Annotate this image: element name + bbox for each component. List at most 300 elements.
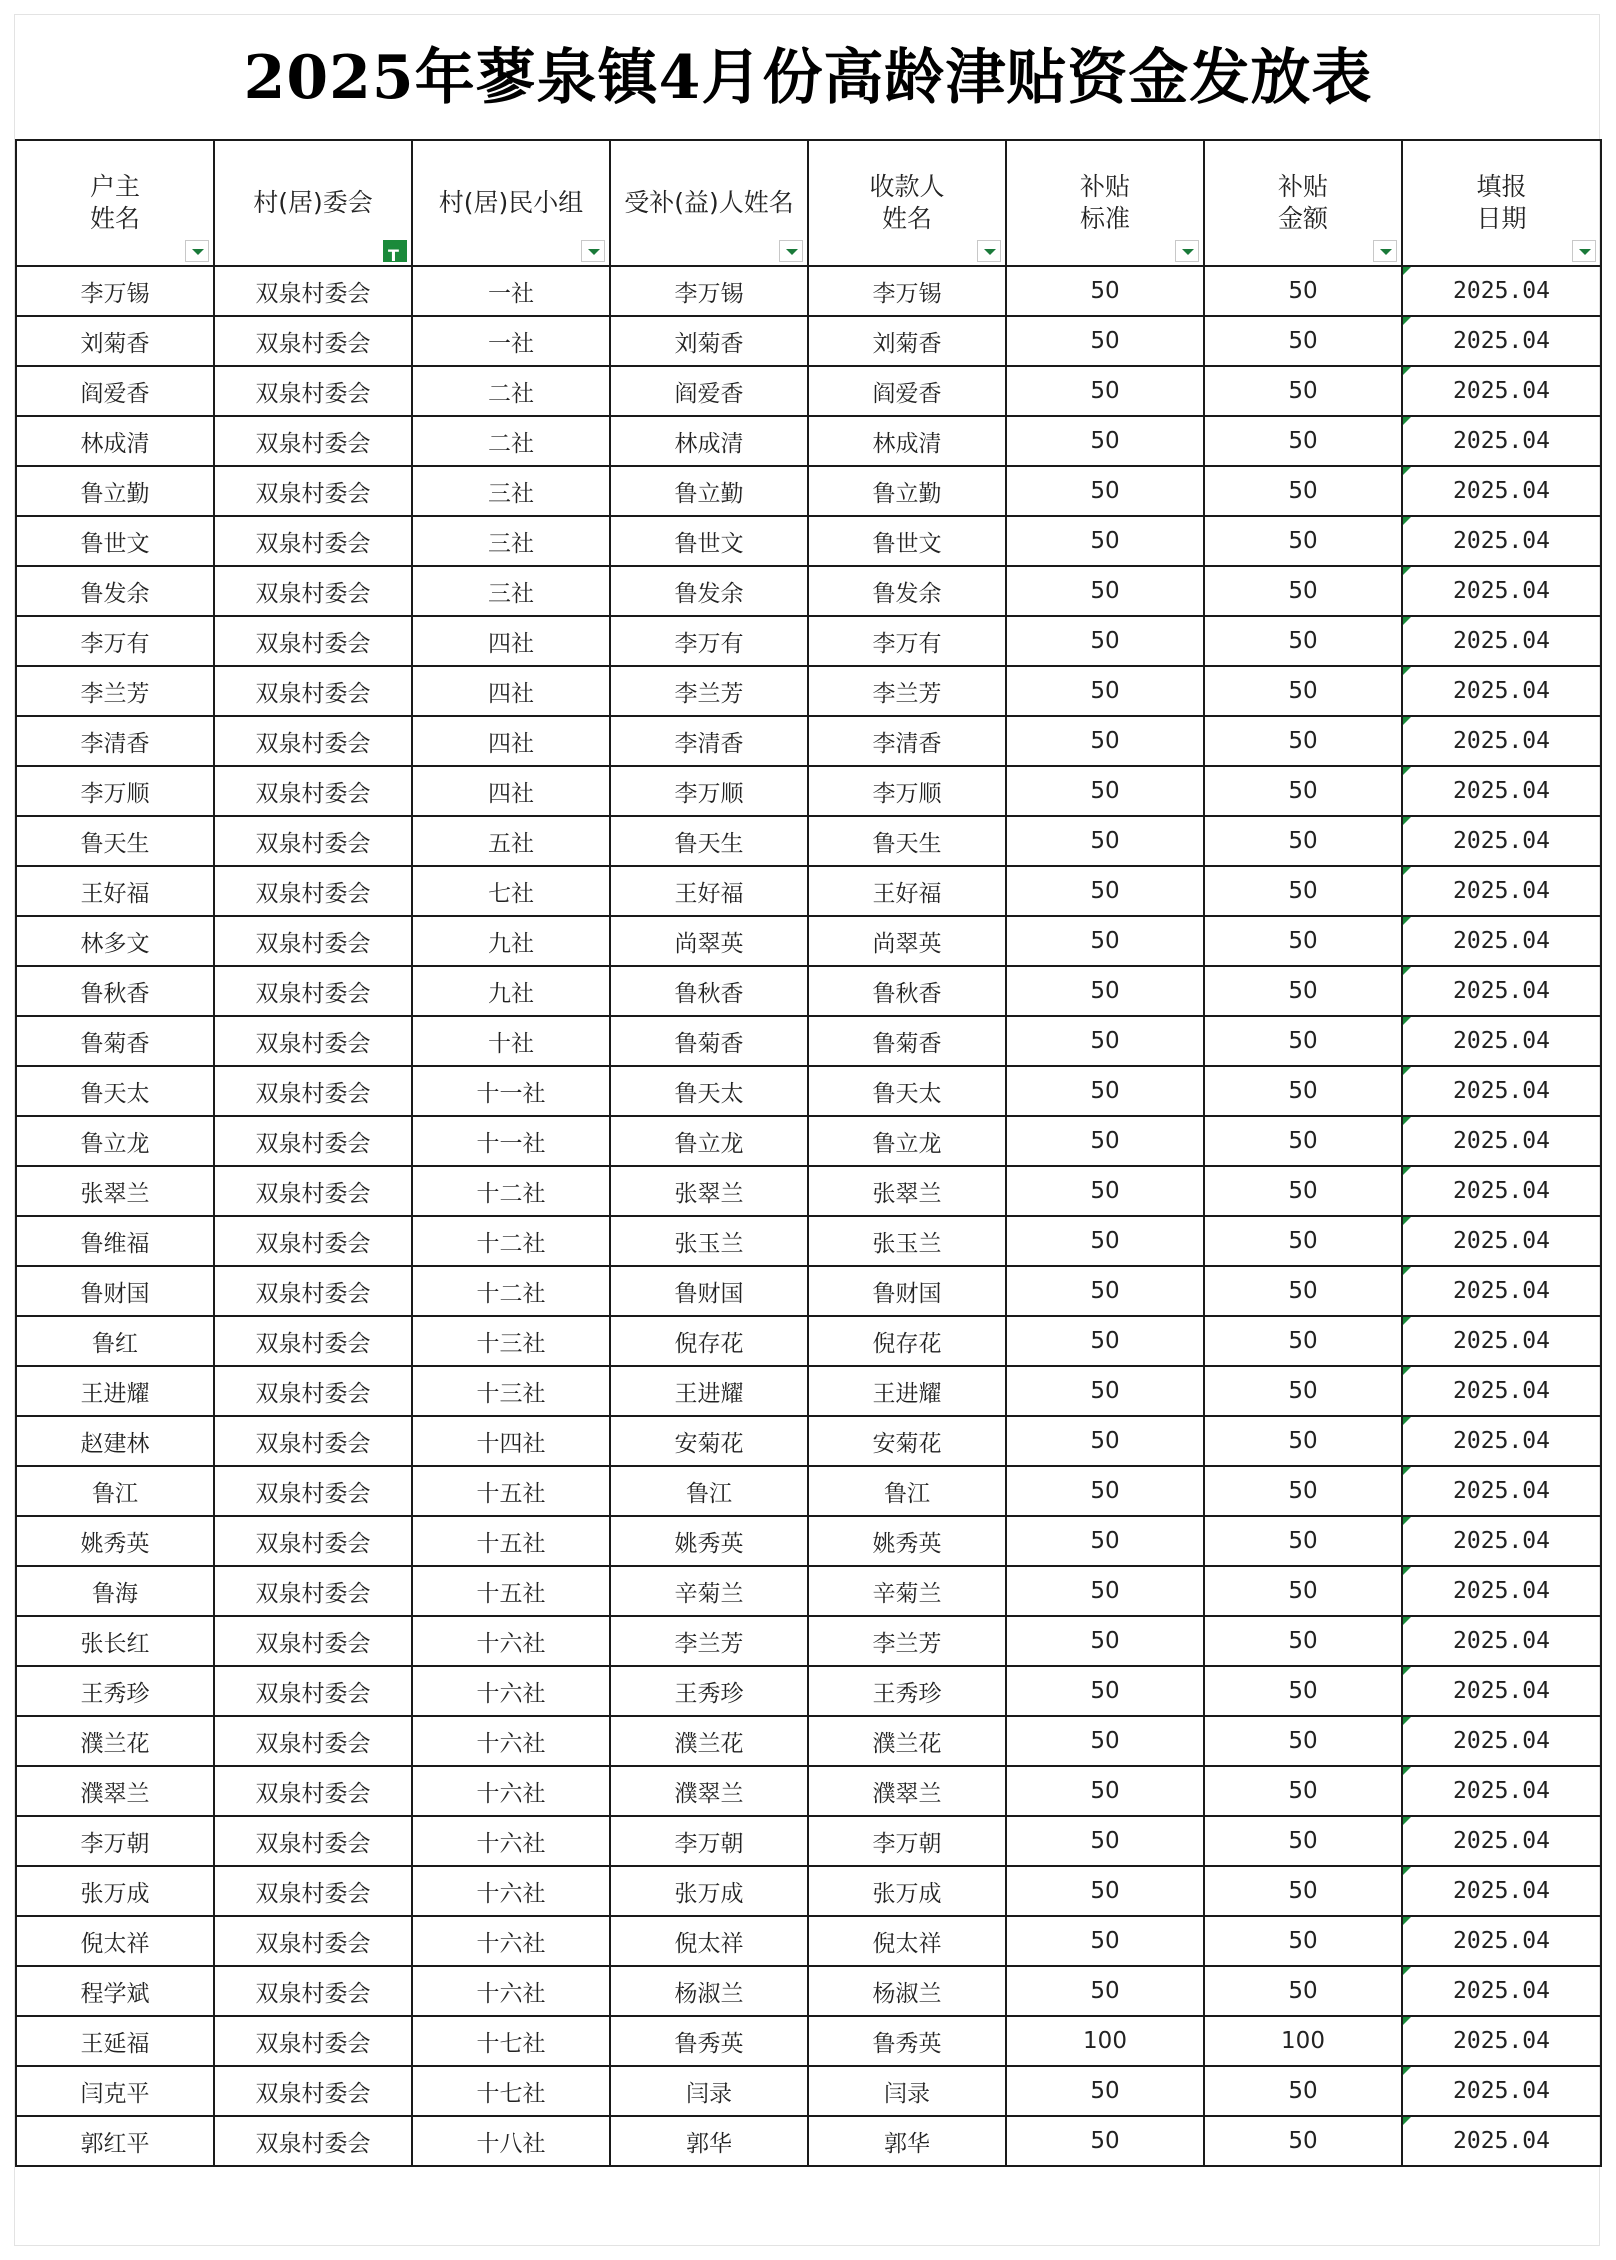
cell-subsidy-amount[interactable]: 50 xyxy=(1204,866,1402,916)
cell-subsidy-standard[interactable]: 50 xyxy=(1006,1816,1204,1866)
cell-village-group[interactable]: 二社 xyxy=(412,366,610,416)
cell-household-head[interactable]: 倪太祥 xyxy=(16,1916,214,1966)
cell-beneficiary-name[interactable]: 安菊花 xyxy=(610,1416,808,1466)
cell-beneficiary-name[interactable]: 鲁立龙 xyxy=(610,1116,808,1166)
cell-village-committee[interactable]: 双泉村委会 xyxy=(214,1166,412,1216)
cell-report-date[interactable]: 2025.04 xyxy=(1402,1366,1601,1416)
cell-beneficiary-name[interactable]: 鲁江 xyxy=(610,1466,808,1516)
cell-village-group[interactable]: 五社 xyxy=(412,816,610,866)
cell-subsidy-standard[interactable]: 50 xyxy=(1006,1566,1204,1616)
cell-subsidy-standard[interactable]: 50 xyxy=(1006,1966,1204,2016)
cell-village-committee[interactable]: 双泉村委会 xyxy=(214,1066,412,1116)
cell-subsidy-amount[interactable]: 50 xyxy=(1204,366,1402,416)
cell-subsidy-amount[interactable]: 50 xyxy=(1204,2066,1402,2116)
cell-village-committee[interactable]: 双泉村委会 xyxy=(214,1866,412,1916)
cell-subsidy-amount[interactable]: 50 xyxy=(1204,1816,1402,1866)
cell-household-head[interactable]: 鲁菊香 xyxy=(16,1016,214,1066)
header-village-committee[interactable] xyxy=(214,140,412,266)
cell-beneficiary-name[interactable]: 倪太祥 xyxy=(610,1916,808,1966)
cell-payee-name[interactable]: 刘菊香 xyxy=(808,316,1006,366)
header-village-group[interactable] xyxy=(412,140,610,266)
cell-report-date[interactable]: 2025.04 xyxy=(1402,716,1601,766)
cell-subsidy-standard[interactable]: 50 xyxy=(1006,1266,1204,1316)
cell-beneficiary-name[interactable]: 王好福 xyxy=(610,866,808,916)
cell-subsidy-amount[interactable]: 50 xyxy=(1204,1516,1402,1566)
cell-payee-name[interactable]: 李万朝 xyxy=(808,1816,1006,1866)
cell-payee-name[interactable]: 辛菊兰 xyxy=(808,1566,1006,1616)
cell-subsidy-amount[interactable]: 50 xyxy=(1204,1616,1402,1666)
cell-report-date[interactable]: 2025.04 xyxy=(1402,966,1601,1016)
cell-beneficiary-name[interactable]: 张玉兰 xyxy=(610,1216,808,1266)
cell-subsidy-standard[interactable]: 50 xyxy=(1006,1066,1204,1116)
cell-household-head[interactable]: 鲁维福 xyxy=(16,1216,214,1266)
cell-village-committee[interactable]: 双泉村委会 xyxy=(214,466,412,516)
cell-subsidy-standard[interactable]: 50 xyxy=(1006,716,1204,766)
filter-dropdown-icon[interactable] xyxy=(1572,240,1596,262)
cell-village-group[interactable]: 十六社 xyxy=(412,1716,610,1766)
cell-village-committee[interactable]: 双泉村委会 xyxy=(214,266,412,316)
cell-beneficiary-name[interactable]: 李兰芳 xyxy=(610,1616,808,1666)
cell-payee-name[interactable]: 王进耀 xyxy=(808,1366,1006,1416)
cell-subsidy-standard[interactable]: 50 xyxy=(1006,1766,1204,1816)
cell-village-group[interactable]: 十七社 xyxy=(412,2066,610,2116)
cell-subsidy-standard[interactable]: 50 xyxy=(1006,1166,1204,1216)
cell-beneficiary-name[interactable]: 刘菊香 xyxy=(610,316,808,366)
cell-household-head[interactable]: 程学斌 xyxy=(16,1966,214,2016)
cell-subsidy-standard[interactable]: 50 xyxy=(1006,1666,1204,1716)
cell-report-date[interactable]: 2025.04 xyxy=(1402,1266,1601,1316)
cell-report-date[interactable]: 2025.04 xyxy=(1402,866,1601,916)
cell-subsidy-amount[interactable]: 50 xyxy=(1204,1166,1402,1216)
cell-subsidy-standard[interactable]: 100 xyxy=(1006,2016,1204,2066)
cell-payee-name[interactable]: 尚翠英 xyxy=(808,916,1006,966)
cell-village-committee[interactable]: 双泉村委会 xyxy=(214,1116,412,1166)
header-subsidy-standard[interactable] xyxy=(1006,140,1204,266)
cell-household-head[interactable]: 王进耀 xyxy=(16,1366,214,1416)
cell-household-head[interactable]: 闫克平 xyxy=(16,2066,214,2116)
cell-subsidy-amount[interactable]: 50 xyxy=(1204,1416,1402,1466)
cell-beneficiary-name[interactable]: 辛菊兰 xyxy=(610,1566,808,1616)
cell-payee-name[interactable]: 李兰芳 xyxy=(808,1616,1006,1666)
cell-payee-name[interactable]: 鲁立勤 xyxy=(808,466,1006,516)
cell-village-committee[interactable]: 双泉村委会 xyxy=(214,2116,412,2166)
cell-subsidy-standard[interactable]: 50 xyxy=(1006,2066,1204,2116)
cell-subsidy-standard[interactable]: 50 xyxy=(1006,866,1204,916)
cell-village-group[interactable]: 十六社 xyxy=(412,1916,610,1966)
cell-report-date[interactable]: 2025.04 xyxy=(1402,1966,1601,2016)
cell-beneficiary-name[interactable]: 王进耀 xyxy=(610,1366,808,1416)
cell-beneficiary-name[interactable]: 李清香 xyxy=(610,716,808,766)
cell-subsidy-standard[interactable]: 50 xyxy=(1006,666,1204,716)
cell-beneficiary-name[interactable]: 鲁财国 xyxy=(610,1266,808,1316)
cell-subsidy-amount[interactable]: 50 xyxy=(1204,1316,1402,1366)
cell-report-date[interactable]: 2025.04 xyxy=(1402,1616,1601,1666)
cell-subsidy-standard[interactable]: 50 xyxy=(1006,466,1204,516)
cell-village-committee[interactable]: 双泉村委会 xyxy=(214,766,412,816)
cell-village-committee[interactable]: 双泉村委会 xyxy=(214,316,412,366)
cell-subsidy-standard[interactable]: 50 xyxy=(1006,1616,1204,1666)
cell-payee-name[interactable]: 倪存花 xyxy=(808,1316,1006,1366)
cell-village-group[interactable]: 十二社 xyxy=(412,1266,610,1316)
cell-subsidy-standard[interactable]: 50 xyxy=(1006,966,1204,1016)
cell-report-date[interactable]: 2025.04 xyxy=(1402,1566,1601,1616)
cell-payee-name[interactable]: 李兰芳 xyxy=(808,666,1006,716)
cell-report-date[interactable]: 2025.04 xyxy=(1402,1516,1601,1566)
cell-household-head[interactable]: 鲁立勤 xyxy=(16,466,214,516)
cell-household-head[interactable]: 鲁海 xyxy=(16,1566,214,1616)
cell-household-head[interactable]: 李万锡 xyxy=(16,266,214,316)
cell-report-date[interactable]: 2025.04 xyxy=(1402,616,1601,666)
cell-village-committee[interactable]: 双泉村委会 xyxy=(214,1766,412,1816)
cell-subsidy-standard[interactable]: 50 xyxy=(1006,1916,1204,1966)
cell-beneficiary-name[interactable]: 李兰芳 xyxy=(610,666,808,716)
cell-village-group[interactable]: 十六社 xyxy=(412,1966,610,2016)
cell-report-date[interactable]: 2025.04 xyxy=(1402,1016,1601,1066)
cell-subsidy-standard[interactable]: 50 xyxy=(1006,1316,1204,1366)
cell-household-head[interactable]: 张长红 xyxy=(16,1616,214,1666)
cell-household-head[interactable]: 张翠兰 xyxy=(16,1166,214,1216)
cell-beneficiary-name[interactable]: 尚翠英 xyxy=(610,916,808,966)
cell-payee-name[interactable]: 李万顺 xyxy=(808,766,1006,816)
cell-village-group[interactable]: 四社 xyxy=(412,766,610,816)
cell-village-committee[interactable]: 双泉村委会 xyxy=(214,1966,412,2016)
cell-payee-name[interactable]: 张万成 xyxy=(808,1866,1006,1916)
cell-household-head[interactable]: 王秀珍 xyxy=(16,1666,214,1716)
cell-payee-name[interactable]: 杨淑兰 xyxy=(808,1966,1006,2016)
cell-village-group[interactable]: 九社 xyxy=(412,966,610,1016)
cell-subsidy-standard[interactable]: 50 xyxy=(1006,766,1204,816)
cell-household-head[interactable]: 濮翠兰 xyxy=(16,1766,214,1816)
cell-payee-name[interactable]: 鲁世文 xyxy=(808,516,1006,566)
cell-subsidy-amount[interactable]: 50 xyxy=(1204,1766,1402,1816)
cell-subsidy-standard[interactable]: 50 xyxy=(1006,1866,1204,1916)
cell-beneficiary-name[interactable]: 王秀珍 xyxy=(610,1666,808,1716)
cell-payee-name[interactable]: 鲁秋香 xyxy=(808,966,1006,1016)
cell-village-committee[interactable]: 双泉村委会 xyxy=(214,1916,412,1966)
cell-beneficiary-name[interactable]: 鲁菊香 xyxy=(610,1016,808,1066)
cell-village-group[interactable]: 十五社 xyxy=(412,1516,610,1566)
cell-beneficiary-name[interactable]: 鲁秋香 xyxy=(610,966,808,1016)
cell-beneficiary-name[interactable]: 林成清 xyxy=(610,416,808,466)
cell-beneficiary-name[interactable]: 鲁天太 xyxy=(610,1066,808,1116)
cell-subsidy-amount[interactable]: 50 xyxy=(1204,466,1402,516)
cell-village-committee[interactable]: 双泉村委会 xyxy=(214,2066,412,2116)
cell-report-date[interactable]: 2025.04 xyxy=(1402,2016,1601,2066)
cell-village-group[interactable]: 三社 xyxy=(412,466,610,516)
cell-subsidy-amount[interactable]: 50 xyxy=(1204,966,1402,1016)
cell-household-head[interactable]: 鲁立龙 xyxy=(16,1116,214,1166)
cell-village-committee[interactable]: 双泉村委会 xyxy=(214,1666,412,1716)
cell-report-date[interactable]: 2025.04 xyxy=(1402,1116,1601,1166)
cell-payee-name[interactable]: 鲁天太 xyxy=(808,1066,1006,1116)
cell-beneficiary-name[interactable]: 李万顺 xyxy=(610,766,808,816)
cell-beneficiary-name[interactable]: 阎爱香 xyxy=(610,366,808,416)
cell-household-head[interactable]: 王延福 xyxy=(16,2016,214,2066)
cell-village-committee[interactable]: 双泉村委会 xyxy=(214,1416,412,1466)
cell-subsidy-amount[interactable]: 50 xyxy=(1204,1366,1402,1416)
cell-household-head[interactable]: 李清香 xyxy=(16,716,214,766)
cell-beneficiary-name[interactable]: 郭华 xyxy=(610,2116,808,2166)
cell-village-committee[interactable]: 双泉村委会 xyxy=(214,1216,412,1266)
cell-village-group[interactable]: 四社 xyxy=(412,666,610,716)
cell-report-date[interactable]: 2025.04 xyxy=(1402,1166,1601,1216)
cell-beneficiary-name[interactable]: 鲁天生 xyxy=(610,816,808,866)
cell-household-head[interactable]: 赵建林 xyxy=(16,1416,214,1466)
filter-dropdown-icon[interactable] xyxy=(185,240,209,262)
cell-subsidy-standard[interactable]: 50 xyxy=(1006,916,1204,966)
cell-subsidy-standard[interactable]: 50 xyxy=(1006,616,1204,666)
cell-village-group[interactable]: 三社 xyxy=(412,566,610,616)
cell-village-committee[interactable]: 双泉村委会 xyxy=(214,416,412,466)
cell-village-committee[interactable]: 双泉村委会 xyxy=(214,1316,412,1366)
cell-subsidy-amount[interactable]: 50 xyxy=(1204,316,1402,366)
filter-dropdown-icon[interactable] xyxy=(779,240,803,262)
cell-beneficiary-name[interactable]: 鲁立勤 xyxy=(610,466,808,516)
cell-village-group[interactable]: 十四社 xyxy=(412,1416,610,1466)
cell-household-head[interactable]: 鲁天生 xyxy=(16,816,214,866)
cell-subsidy-amount[interactable]: 50 xyxy=(1204,416,1402,466)
cell-report-date[interactable]: 2025.04 xyxy=(1402,316,1601,366)
cell-report-date[interactable]: 2025.04 xyxy=(1402,516,1601,566)
cell-subsidy-amount[interactable]: 50 xyxy=(1204,916,1402,966)
cell-beneficiary-name[interactable]: 杨淑兰 xyxy=(610,1966,808,2016)
cell-subsidy-amount[interactable]: 50 xyxy=(1204,566,1402,616)
cell-village-group[interactable]: 十五社 xyxy=(412,1466,610,1516)
cell-report-date[interactable]: 2025.04 xyxy=(1402,816,1601,866)
cell-subsidy-amount[interactable]: 50 xyxy=(1204,1866,1402,1916)
cell-village-committee[interactable]: 双泉村委会 xyxy=(214,1016,412,1066)
cell-subsidy-standard[interactable]: 50 xyxy=(1006,1366,1204,1416)
cell-beneficiary-name[interactable]: 倪存花 xyxy=(610,1316,808,1366)
cell-village-group[interactable]: 二社 xyxy=(412,416,610,466)
cell-beneficiary-name[interactable]: 濮兰花 xyxy=(610,1716,808,1766)
cell-subsidy-amount[interactable]: 50 xyxy=(1204,616,1402,666)
cell-subsidy-standard[interactable]: 50 xyxy=(1006,1016,1204,1066)
cell-beneficiary-name[interactable]: 张万成 xyxy=(610,1866,808,1916)
cell-beneficiary-name[interactable]: 姚秀英 xyxy=(610,1516,808,1566)
cell-payee-name[interactable]: 张翠兰 xyxy=(808,1166,1006,1216)
cell-subsidy-standard[interactable]: 50 xyxy=(1006,1216,1204,1266)
cell-subsidy-amount[interactable]: 50 xyxy=(1204,1066,1402,1116)
cell-village-committee[interactable]: 双泉村委会 xyxy=(214,1566,412,1616)
cell-subsidy-amount[interactable]: 50 xyxy=(1204,1216,1402,1266)
header-beneficiary-name[interactable] xyxy=(610,140,808,266)
cell-subsidy-standard[interactable]: 50 xyxy=(1006,1516,1204,1566)
cell-household-head[interactable]: 李万有 xyxy=(16,616,214,666)
cell-subsidy-amount[interactable]: 50 xyxy=(1204,2116,1402,2166)
cell-payee-name[interactable]: 姚秀英 xyxy=(808,1516,1006,1566)
cell-subsidy-amount[interactable]: 100 xyxy=(1204,2016,1402,2066)
cell-beneficiary-name[interactable]: 鲁发余 xyxy=(610,566,808,616)
cell-report-date[interactable]: 2025.04 xyxy=(1402,1916,1601,1966)
cell-household-head[interactable]: 李兰芳 xyxy=(16,666,214,716)
cell-village-committee[interactable]: 双泉村委会 xyxy=(214,1816,412,1866)
cell-subsidy-standard[interactable]: 50 xyxy=(1006,266,1204,316)
cell-report-date[interactable]: 2025.04 xyxy=(1402,416,1601,466)
filter-dropdown-icon[interactable] xyxy=(977,240,1001,262)
cell-payee-name[interactable]: 王好福 xyxy=(808,866,1006,916)
cell-report-date[interactable]: 2025.04 xyxy=(1402,1866,1601,1916)
cell-village-committee[interactable]: 双泉村委会 xyxy=(214,566,412,616)
cell-household-head[interactable]: 王好福 xyxy=(16,866,214,916)
cell-report-date[interactable]: 2025.04 xyxy=(1402,1766,1601,1816)
cell-subsidy-standard[interactable]: 50 xyxy=(1006,366,1204,416)
cell-beneficiary-name[interactable]: 闫录 xyxy=(610,2066,808,2116)
cell-household-head[interactable]: 鲁世文 xyxy=(16,516,214,566)
cell-household-head[interactable]: 鲁发余 xyxy=(16,566,214,616)
cell-household-head[interactable]: 鲁财国 xyxy=(16,1266,214,1316)
cell-report-date[interactable]: 2025.04 xyxy=(1402,916,1601,966)
cell-report-date[interactable]: 2025.04 xyxy=(1402,2066,1601,2116)
cell-subsidy-standard[interactable]: 50 xyxy=(1006,566,1204,616)
cell-payee-name[interactable]: 鲁天生 xyxy=(808,816,1006,866)
cell-subsidy-amount[interactable]: 50 xyxy=(1204,1716,1402,1766)
cell-subsidy-standard[interactable]: 50 xyxy=(1006,516,1204,566)
cell-village-committee[interactable]: 双泉村委会 xyxy=(214,366,412,416)
filter-dropdown-icon[interactable] xyxy=(1175,240,1199,262)
cell-household-head[interactable]: 刘菊香 xyxy=(16,316,214,366)
cell-beneficiary-name[interactable]: 张翠兰 xyxy=(610,1166,808,1216)
cell-village-group[interactable]: 十一社 xyxy=(412,1066,610,1116)
cell-report-date[interactable]: 2025.04 xyxy=(1402,666,1601,716)
cell-household-head[interactable]: 濮兰花 xyxy=(16,1716,214,1766)
cell-household-head[interactable]: 鲁秋香 xyxy=(16,966,214,1016)
cell-subsidy-amount[interactable]: 50 xyxy=(1204,716,1402,766)
cell-subsidy-amount[interactable]: 50 xyxy=(1204,266,1402,316)
cell-payee-name[interactable]: 倪太祥 xyxy=(808,1916,1006,1966)
cell-payee-name[interactable]: 张玉兰 xyxy=(808,1216,1006,1266)
cell-report-date[interactable]: 2025.04 xyxy=(1402,466,1601,516)
cell-village-committee[interactable]: 双泉村委会 xyxy=(214,916,412,966)
cell-payee-name[interactable]: 阎爱香 xyxy=(808,366,1006,416)
cell-household-head[interactable]: 阎爱香 xyxy=(16,366,214,416)
cell-report-date[interactable]: 2025.04 xyxy=(1402,366,1601,416)
filter-active-icon[interactable] xyxy=(383,240,407,262)
filter-dropdown-icon[interactable] xyxy=(1373,240,1397,262)
cell-household-head[interactable]: 林成清 xyxy=(16,416,214,466)
cell-report-date[interactable]: 2025.04 xyxy=(1402,1466,1601,1516)
cell-payee-name[interactable]: 王秀珍 xyxy=(808,1666,1006,1716)
cell-village-group[interactable]: 十六社 xyxy=(412,1816,610,1866)
cell-beneficiary-name[interactable]: 鲁秀英 xyxy=(610,2016,808,2066)
cell-village-group[interactable]: 十三社 xyxy=(412,1366,610,1416)
cell-payee-name[interactable]: 李清香 xyxy=(808,716,1006,766)
cell-subsidy-amount[interactable]: 50 xyxy=(1204,1966,1402,2016)
filter-dropdown-icon[interactable] xyxy=(581,240,605,262)
cell-report-date[interactable]: 2025.04 xyxy=(1402,1716,1601,1766)
cell-payee-name[interactable]: 李万锡 xyxy=(808,266,1006,316)
cell-payee-name[interactable]: 鲁立龙 xyxy=(808,1116,1006,1166)
header-report-date[interactable] xyxy=(1402,140,1601,266)
cell-household-head[interactable]: 鲁江 xyxy=(16,1466,214,1516)
cell-subsidy-amount[interactable]: 50 xyxy=(1204,1566,1402,1616)
cell-beneficiary-name[interactable]: 李万锡 xyxy=(610,266,808,316)
cell-village-committee[interactable]: 双泉村委会 xyxy=(214,1366,412,1416)
cell-village-committee[interactable]: 双泉村委会 xyxy=(214,1516,412,1566)
cell-payee-name[interactable]: 闫录 xyxy=(808,2066,1006,2116)
cell-village-group[interactable]: 十六社 xyxy=(412,1866,610,1916)
cell-village-committee[interactable]: 双泉村委会 xyxy=(214,716,412,766)
cell-subsidy-amount[interactable]: 50 xyxy=(1204,1266,1402,1316)
cell-village-group[interactable]: 十五社 xyxy=(412,1566,610,1616)
cell-subsidy-amount[interactable]: 50 xyxy=(1204,1016,1402,1066)
cell-payee-name[interactable]: 李万有 xyxy=(808,616,1006,666)
cell-payee-name[interactable]: 郭华 xyxy=(808,2116,1006,2166)
header-payee-name[interactable] xyxy=(808,140,1006,266)
cell-village-group[interactable]: 一社 xyxy=(412,316,610,366)
cell-beneficiary-name[interactable]: 李万有 xyxy=(610,616,808,666)
cell-household-head[interactable]: 姚秀英 xyxy=(16,1516,214,1566)
cell-subsidy-standard[interactable]: 50 xyxy=(1006,1416,1204,1466)
cell-report-date[interactable]: 2025.04 xyxy=(1402,1416,1601,1466)
cell-beneficiary-name[interactable]: 鲁世文 xyxy=(610,516,808,566)
cell-village-committee[interactable]: 双泉村委会 xyxy=(214,2016,412,2066)
cell-payee-name[interactable]: 濮翠兰 xyxy=(808,1766,1006,1816)
cell-village-group[interactable]: 十二社 xyxy=(412,1166,610,1216)
cell-subsidy-standard[interactable]: 50 xyxy=(1006,2116,1204,2166)
cell-village-group[interactable]: 七社 xyxy=(412,866,610,916)
cell-payee-name[interactable]: 濮兰花 xyxy=(808,1716,1006,1766)
cell-household-head[interactable]: 郭红平 xyxy=(16,2116,214,2166)
header-subsidy-amount[interactable] xyxy=(1204,140,1402,266)
cell-report-date[interactable]: 2025.04 xyxy=(1402,1316,1601,1366)
cell-subsidy-amount[interactable]: 50 xyxy=(1204,516,1402,566)
cell-payee-name[interactable]: 鲁秀英 xyxy=(808,2016,1006,2066)
cell-village-committee[interactable]: 双泉村委会 xyxy=(214,866,412,916)
cell-village-committee[interactable]: 双泉村委会 xyxy=(214,1716,412,1766)
cell-village-group[interactable]: 十二社 xyxy=(412,1216,610,1266)
cell-village-committee[interactable]: 双泉村委会 xyxy=(214,1466,412,1516)
cell-subsidy-standard[interactable]: 50 xyxy=(1006,1716,1204,1766)
cell-payee-name[interactable]: 鲁江 xyxy=(808,1466,1006,1516)
cell-payee-name[interactable]: 安菊花 xyxy=(808,1416,1006,1466)
cell-village-committee[interactable]: 双泉村委会 xyxy=(214,616,412,666)
cell-subsidy-amount[interactable]: 50 xyxy=(1204,766,1402,816)
cell-subsidy-amount[interactable]: 50 xyxy=(1204,1466,1402,1516)
cell-report-date[interactable]: 2025.04 xyxy=(1402,2116,1601,2166)
cell-village-group[interactable]: 十六社 xyxy=(412,1666,610,1716)
cell-subsidy-standard[interactable]: 50 xyxy=(1006,816,1204,866)
cell-report-date[interactable]: 2025.04 xyxy=(1402,266,1601,316)
cell-village-group[interactable]: 九社 xyxy=(412,916,610,966)
cell-beneficiary-name[interactable]: 濮翠兰 xyxy=(610,1766,808,1816)
cell-village-committee[interactable]: 双泉村委会 xyxy=(214,816,412,866)
cell-report-date[interactable]: 2025.04 xyxy=(1402,1816,1601,1866)
cell-beneficiary-name[interactable]: 李万朝 xyxy=(610,1816,808,1866)
cell-village-group[interactable]: 十一社 xyxy=(412,1116,610,1166)
cell-village-committee[interactable]: 双泉村委会 xyxy=(214,1266,412,1316)
cell-village-group[interactable]: 十六社 xyxy=(412,1616,610,1666)
cell-household-head[interactable]: 张万成 xyxy=(16,1866,214,1916)
cell-household-head[interactable]: 李万朝 xyxy=(16,1816,214,1866)
cell-subsidy-amount[interactable]: 50 xyxy=(1204,816,1402,866)
cell-village-group[interactable]: 十八社 xyxy=(412,2116,610,2166)
cell-payee-name[interactable]: 鲁财国 xyxy=(808,1266,1006,1316)
cell-payee-name[interactable]: 鲁发余 xyxy=(808,566,1006,616)
cell-village-committee[interactable]: 双泉村委会 xyxy=(214,666,412,716)
cell-village-committee[interactable]: 双泉村委会 xyxy=(214,966,412,1016)
cell-subsidy-amount[interactable]: 50 xyxy=(1204,666,1402,716)
cell-report-date[interactable]: 2025.04 xyxy=(1402,766,1601,816)
cell-payee-name[interactable]: 鲁菊香 xyxy=(808,1016,1006,1066)
cell-subsidy-amount[interactable]: 50 xyxy=(1204,1916,1402,1966)
cell-subsidy-standard[interactable]: 50 xyxy=(1006,1466,1204,1516)
cell-report-date[interactable]: 2025.04 xyxy=(1402,1666,1601,1716)
cell-household-head[interactable]: 林多文 xyxy=(16,916,214,966)
cell-village-group[interactable]: 三社 xyxy=(412,516,610,566)
cell-report-date[interactable]: 2025.04 xyxy=(1402,566,1601,616)
cell-report-date[interactable]: 2025.04 xyxy=(1402,1216,1601,1266)
